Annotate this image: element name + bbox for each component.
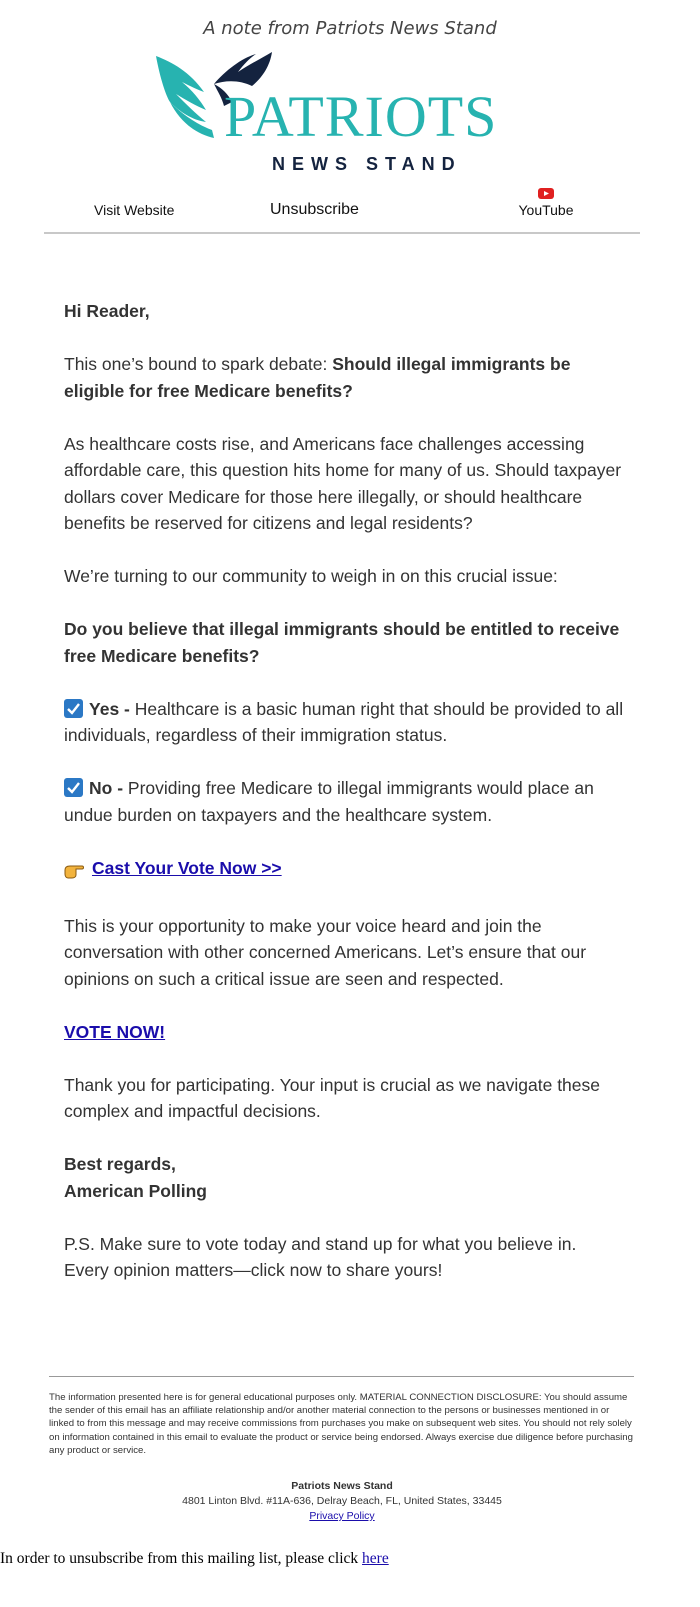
option-yes-text: Healthcare is a basic human right that should be provided to all individuals, regardless of their immigration status. <box>64 698 624 745</box>
ps-paragraph: P.S. Make sure to vote today and stand up for what you believe in. Every opinion matters—click now to share yours! <box>64 1233 577 1280</box>
opportunity-paragraph: This is your opportunity to make your voice heard and join the conversation with other concerned Americans. Let’s ensure that our opinions on such a critical issue are seen and respected. <box>64 915 587 989</box>
privacy-policy-link[interactable]: Privacy Policy <box>309 1510 375 1522</box>
unsubscribe-note-text: In order to unsubscribe from this mailing list, please click <box>0 1550 363 1567</box>
intro-question: Should illegal immigrants be eligible for free Medicare benefits? <box>64 354 571 401</box>
header-note: A note from Patriots News Stand <box>203 18 497 39</box>
privacy-line <box>0 1510 684 1522</box>
pointing-hand-icon <box>64 860 88 887</box>
company-name: Patriots News Stand <box>291 1480 393 1492</box>
unsubscribe-note <box>0 1550 389 1568</box>
top-nav <box>44 188 640 234</box>
signer: American Polling <box>64 1180 207 1201</box>
unsubscribe-link[interactable]: Unsubscribe <box>270 201 359 218</box>
brand-logo[interactable] <box>152 50 542 180</box>
option-yes[interactable] <box>64 696 624 749</box>
visit-website-link[interactable]: Visit Website <box>94 202 175 218</box>
poll-question: Do you believe that illegal immigrants should be entitled to receive free Medicare benefits? <box>64 619 620 666</box>
context-paragraph: As healthcare costs rise, and Americans face challenges accessing affordable care, this question hits home for many of us. Should taxpayer dollars cover Medicare for those here illegally, or should healthcare benefits be reserved for citizens and legal residents? <box>64 433 622 533</box>
option-no-text: Providing free Medicare to illegal immigrants would place an undue burden on taxpayers and the healthcare system. <box>64 778 594 825</box>
option-yes-label: Yes - <box>89 698 130 719</box>
option-no[interactable] <box>64 775 624 828</box>
logo-subtitle: NEWS STAND <box>272 154 462 174</box>
signature <box>64 1151 624 1204</box>
vote-now-line <box>64 1019 624 1046</box>
greeting: Hi Reader, <box>64 301 150 321</box>
logo-title: PATRIOTS <box>224 84 498 149</box>
youtube-icon[interactable] <box>538 188 554 199</box>
youtube-link[interactable]: YouTube <box>518 202 574 218</box>
vote-now-link[interactable]: VOTE NOW! <box>64 1021 166 1042</box>
checkbox-icon <box>64 699 83 718</box>
cast-vote-link[interactable]: Cast Your Vote Now >> <box>92 857 282 878</box>
community-paragraph: We’re turning to our community to weigh in on this crucial issue: <box>64 566 558 586</box>
company-address: 4801 Linton Blvd. #11A-636, Delray Beach, FL, United States, 33445 <box>182 1495 502 1507</box>
disclosure-text: The information presented here is for general educational purposes only. MATERIAL CONNECTION DISCLOSURE: You should assume the sender of this email has an affiliate relationship and/or another material connection to the persons or businesses mentioned in or linked to from this message and may receive commissions from purchases you make on subsequent web sites. You should not rely solely on information contained in this email to evaluate the product or service being endorsed. Always exercise due diligence before purchasing any product or service. <box>49 1392 633 1456</box>
unsubscribe-here-link[interactable]: here <box>362 1550 389 1567</box>
email-body <box>64 298 624 1310</box>
intro-text: This one’s bound to spark debate: <box>64 354 333 374</box>
cta-line <box>64 855 624 887</box>
checkbox-icon <box>64 778 83 797</box>
intro-paragraph <box>64 351 624 404</box>
footer-divider <box>49 1376 634 1377</box>
signoff: Best regards, <box>64 1154 176 1174</box>
thanks-paragraph: Thank you for participating. Your input is crucial as we navigate these complex and impactful decisions. <box>64 1074 601 1121</box>
option-no-label: No - <box>89 778 124 798</box>
